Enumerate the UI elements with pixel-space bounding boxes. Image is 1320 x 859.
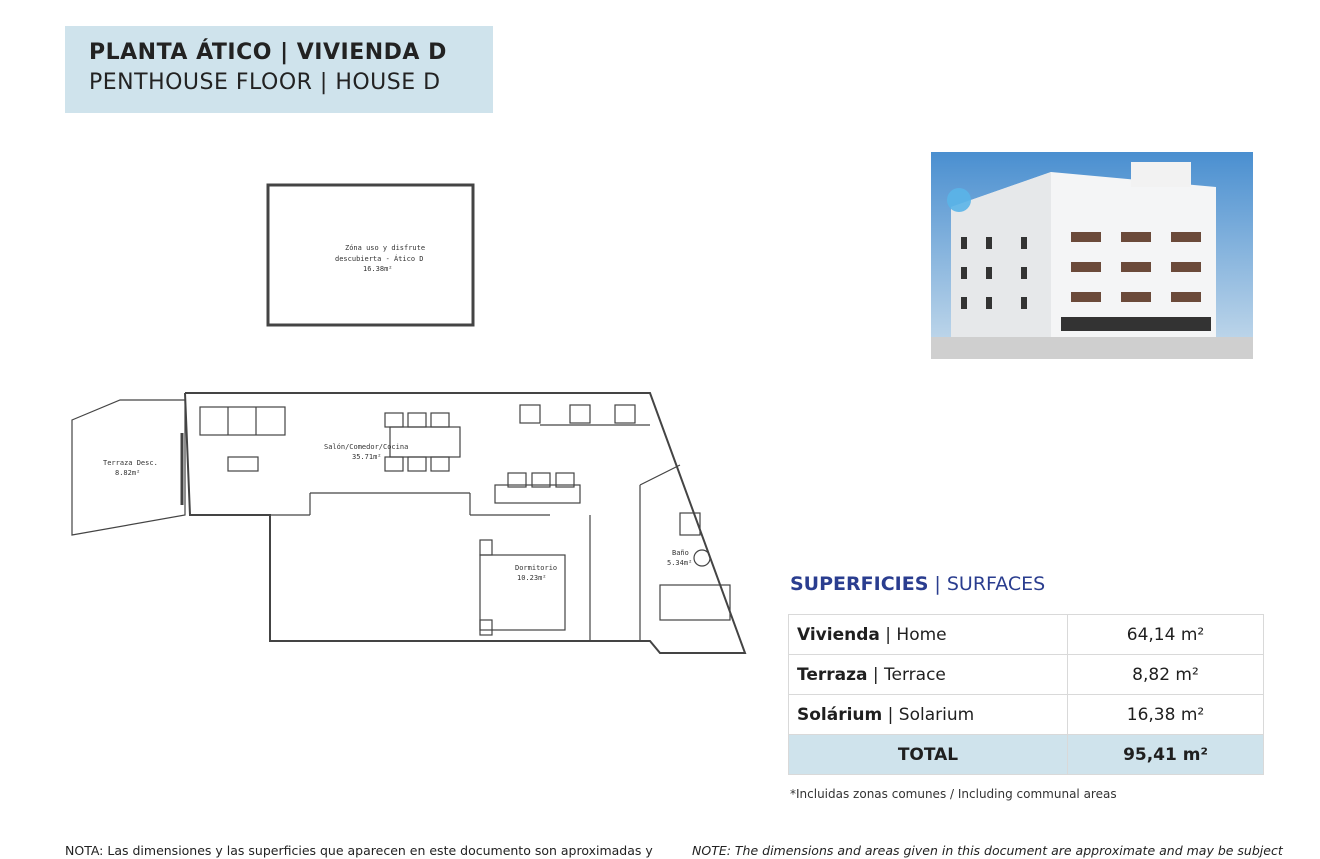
terrace-label: Terraza Desc.	[103, 459, 158, 467]
solarium-label-1: Zóna uso y disfrute	[345, 244, 426, 252]
bath-label: Baño	[672, 549, 689, 557]
bedroom-area: 10.23m²	[517, 574, 547, 582]
building-render-image	[931, 152, 1253, 359]
row-label-bold: Terraza	[797, 664, 868, 685]
surfaces-title-bold: SUPERFICIES	[790, 573, 929, 595]
row-label-light: | Solarium	[882, 704, 975, 725]
table-row	[789, 695, 1264, 735]
row-label	[789, 695, 1068, 735]
row-value: 64,14 m²	[1068, 615, 1264, 655]
row-value: 8,82 m²	[1068, 655, 1264, 695]
table-row	[789, 615, 1264, 655]
row-label-bold: Solárium	[797, 704, 883, 725]
solarium-area: 16.38m²	[363, 265, 393, 273]
surfaces-footnote: *Incluidas zonas comunes / Including communal areas	[790, 787, 1117, 801]
living-area: 35.71m²	[352, 453, 382, 461]
terrace-area: 8.82m²	[115, 469, 141, 477]
row-label-bold: Vivienda	[797, 624, 880, 645]
floor-plan	[60, 175, 760, 665]
note-spanish: NOTA: Las dimensiones y las superficies que aparecen en este documento son aproximadas y	[65, 843, 653, 858]
row-label-light: | Terrace	[867, 664, 946, 685]
bedroom-label: Dormitorio	[515, 564, 558, 572]
table-row	[789, 655, 1264, 695]
row-label	[789, 615, 1068, 655]
surfaces-title-light: | SURFACES	[928, 573, 1046, 595]
apartment-outline	[185, 393, 745, 653]
title-box	[65, 26, 493, 113]
surfaces-table	[788, 614, 1264, 775]
total-row	[789, 735, 1264, 775]
row-label	[789, 655, 1068, 695]
row-label-light: | Home	[879, 624, 947, 645]
solarium-label-2: descubierta - Ático D	[335, 255, 424, 263]
row-value: 16,38 m²	[1068, 695, 1264, 735]
living-label: Salón/Comedor/Cocina	[324, 443, 409, 451]
note-english: NOTE: The dimensions and areas given in this document are approximate and may be subject	[692, 843, 1283, 858]
bath-area: 5.34m²	[667, 559, 693, 567]
surfaces-title	[790, 573, 1045, 595]
title-spanish: PLANTA ÁTICO | VIVIENDA D	[89, 40, 447, 65]
total-value: 95,41 m²	[1068, 735, 1264, 775]
total-label: TOTAL	[789, 735, 1068, 775]
terrace-outline	[72, 400, 185, 535]
title-english: PENTHOUSE FLOOR | HOUSE D	[89, 70, 441, 95]
